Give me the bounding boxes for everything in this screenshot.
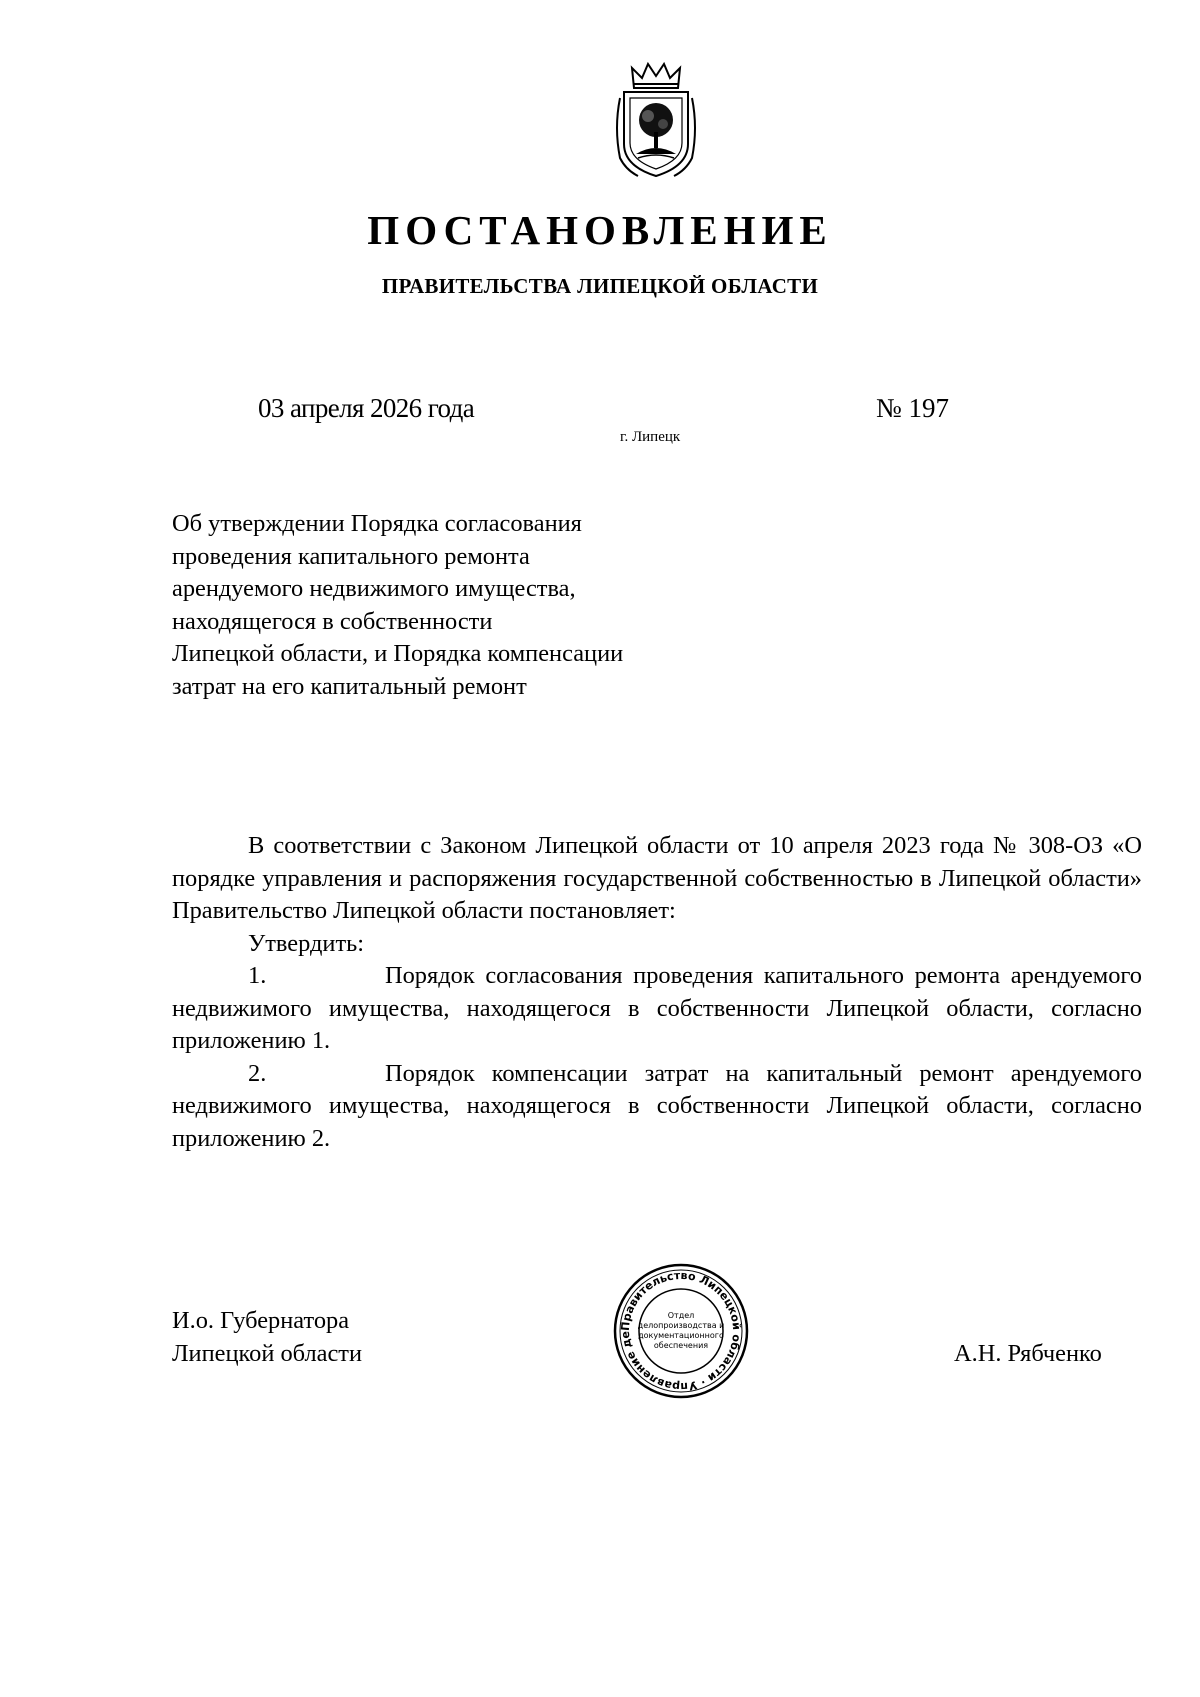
- list-item-text: Порядок согласования проведения капитального ремонта арендуемого недвижимого имущества, находящегося в собственности Липецкой области, согласно приложению 1.: [172, 962, 1142, 1054]
- signatory-name: А.Н. Рябченко: [954, 1340, 1102, 1367]
- list-item: [172, 1058, 1142, 1156]
- subject-line: арендуемого недвижимого имущества,: [172, 575, 576, 602]
- stamp-seal-icon: [612, 1262, 750, 1400]
- document-date: 03 апреля 2026 года: [258, 393, 475, 423]
- signatory-title-line: И.о. Губернатора: [172, 1307, 350, 1334]
- subject-line: находящегося в собственности: [172, 607, 493, 635]
- official-stamp: [612, 1262, 750, 1400]
- stamp-inner-line: Отдел: [667, 1311, 695, 1320]
- document-title: ПОСТАНОВЛЕНИЕ: [367, 207, 833, 253]
- document-body: [172, 830, 1142, 1155]
- document-subject: [172, 508, 732, 703]
- subject-line: проведения капитального ремонта: [172, 542, 530, 570]
- coat-of-arms-emblem: [612, 58, 700, 180]
- document-subtitle: ПРАВИТЕЛЬСТВА ЛИПЕЦКОЙ ОБЛАСТИ: [381, 274, 819, 298]
- list-item-number: 2.: [248, 1059, 267, 1087]
- list-item-number: 1.: [248, 962, 267, 989]
- subject-line: Об утверждении Порядка согласования: [172, 510, 582, 537]
- stamp-inner-line: документационного: [638, 1331, 724, 1340]
- approve-paragraph: Утвердить:: [248, 929, 365, 957]
- preamble-paragraph: В соответствии с Законом Липецкой области от 10 апреля 2023 года № 308-ОЗ «О порядке управления и распоряжения государственной собственностью в Липецкой области» Правительство Липецкой области постановляет:: [172, 832, 1142, 924]
- signatory-title: [172, 1305, 362, 1370]
- subject-line: Липецкой области, и Порядка компенсации: [172, 640, 624, 667]
- document-number: № 197: [876, 393, 950, 423]
- stamp-inner-line: обеспечения: [653, 1341, 709, 1350]
- stamp-inner-line: делопроизводства и: [637, 1321, 725, 1330]
- lipetsk-coat-of-arms-icon: [612, 58, 700, 180]
- list-item-text: Порядок компенсации затрат на капитальный ремонт арендуемого недвижимого имущества, находящегося в собственности Липецкой области, согласно приложению 2.: [172, 1059, 1142, 1152]
- stamp-outer-text: Правительство Липецкой области · Управление де: [618, 1268, 744, 1394]
- document-city: г. Липецк: [620, 429, 681, 445]
- list-item: [172, 960, 1142, 1058]
- subject-line: затрат на его капитальный ремонт: [172, 672, 527, 700]
- signatory-title-line: Липецкой области: [172, 1339, 363, 1367]
